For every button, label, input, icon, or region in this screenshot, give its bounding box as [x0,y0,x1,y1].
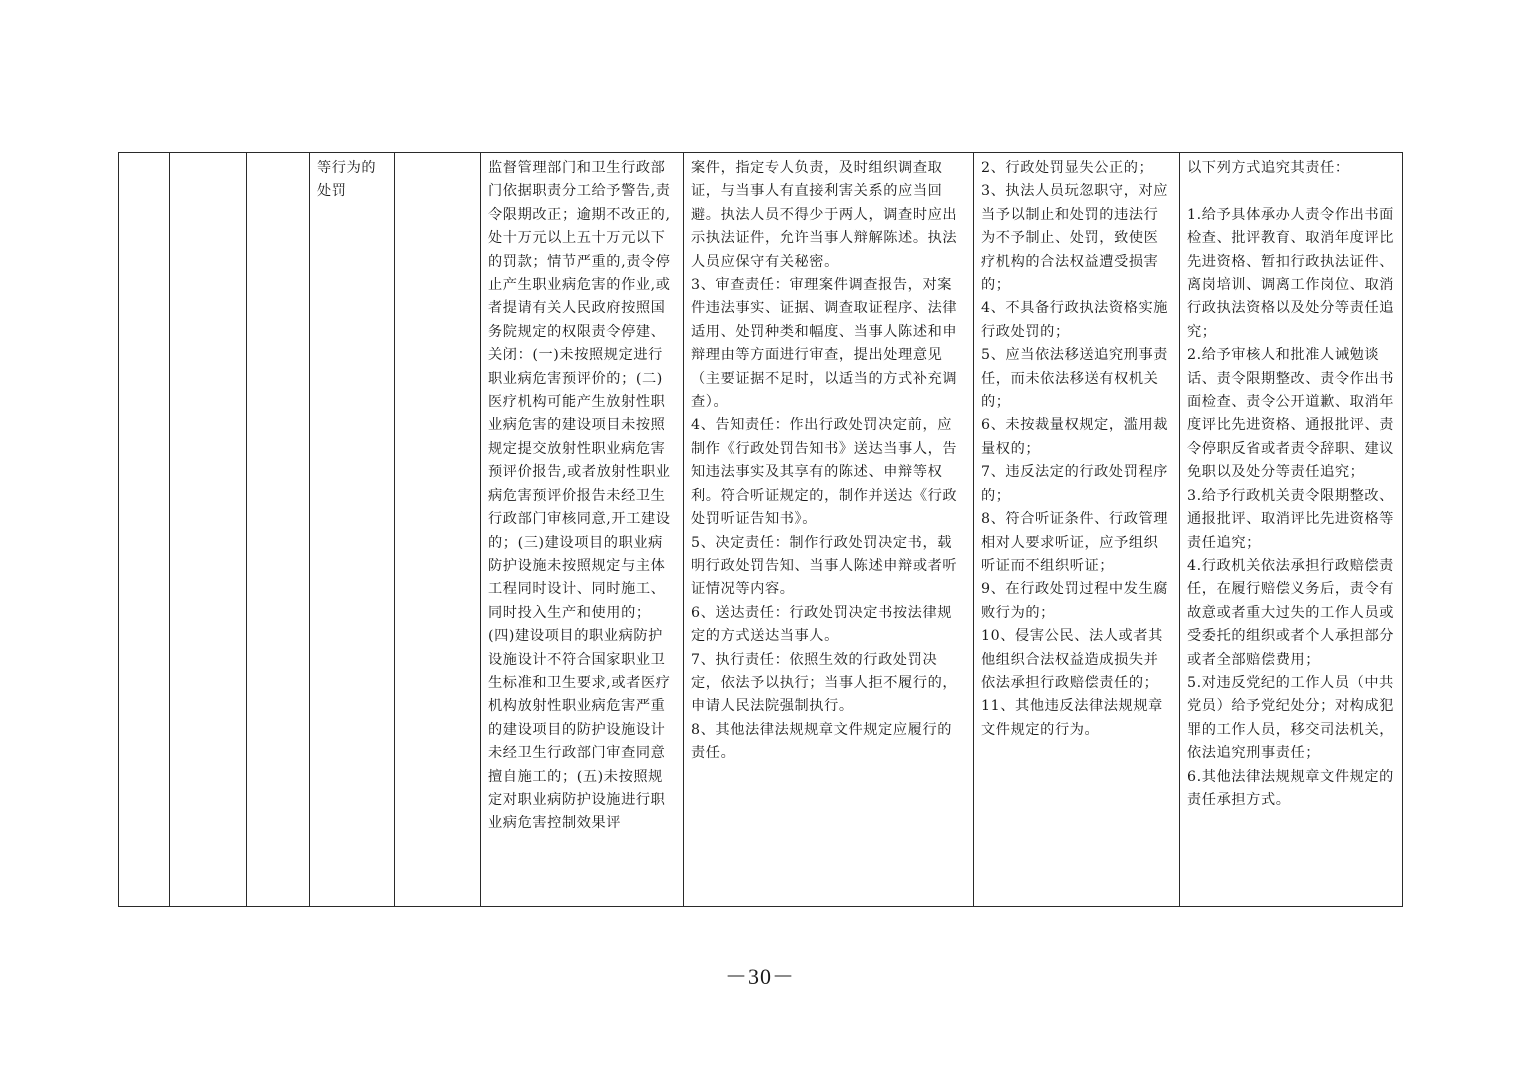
cell-index [119,153,170,907]
cell-code [247,153,310,907]
cell-responsibility: 案件，指定专人负责，及时组织调查取证，与当事人有直接利害关系的应当回避。执法人员不得少于两人，调查时应出示执法证件，允许当事人辩解陈述。执法人员应保守有关秘密。 3、审查责任：审理案件调查报告，对案件违法事实、证据、调查取证程序、法律适用、处罚种类和幅度、当事人陈述和申辩理由等方面进行审查，提出处理意见（主要证据不足时，以适当的方式补充调查）。 4、告知责任：作出行政处罚决定前，应制作《行政处罚告知书》送达当事人，告知违法事实及其享有的陈述、申辩等权利。符合听证规定的，制作并送达《行政处罚听证告知书》。 5、决定责任：制作行政处罚决定书，载明行政处罚告知、当事人陈述申辩或者听证情况等内容。 6、送达责任：行政处罚决定书按法律规定的方式送达当事人。 7、执行责任：依照生效的行政处罚决定，依法予以执行；当事人拒不履行的，申请人民法院强制执行。 8、其他法律法规规章文件规定应履行的责任。 [684,153,974,907]
responsibility-table [118,152,1403,907]
cell-accountability-situations: 2、行政处罚显失公正的； 3、执法人员玩忽职守，对应当予以制止和处罚的违法行为不予制止、处罚，致使医疗机构的合法权益遭受损害的； 4、不具备行政执法资格实施行政处罚的； 5、应当依法移送追究刑事责任，而未依法移送有权机关的； 6、未按裁量权规定，滥用裁量权的； 7、违反法定的行政处罚程序的； 8、符合听证条件、行政管理相对人要求听证，应予组织听证而不组织听证； 9、在行政处罚过程中发生腐败行为的； 10、侵害公民、法人或者其他组织合法权益造成损失并依法承担行政赔偿责任的； 11、其他违反法律法规规章文件规定的行为。 [974,153,1180,907]
cell-item-name: 等行为的 处罚 [310,153,395,907]
cell-category [170,153,247,907]
cell-legal-basis: 监督管理部门和卫生行政部门依据职责分工给予警告,责令限期改正；逾期不改正的,处十万元以上五十万元以下的罚款；情节严重的,责令停止产生职业病危害的作业,或者提请有关人民政府按照国务院规定的权限责令停建、关闭：(一)未按照规定进行职业病危害预评价的；(二)医疗机构可能产生放射性职业病危害的建设项目未按照规定提交放射性职业病危害预评价报告,或者放射性职业病危害预评价报告未经卫生行政部门审核同意,开工建设的；(三)建设项目的职业病防护设施未按照规定与主体工程同时设计、同时施工、同时投入生产和使用的；(四)建设项目的职业病防护设施设计不符合国家职业卫生标准和卫生要求,或者医疗机构放射性职业病危害严重的建设项目的防护设施设计未经卫生行政部门审查同意擅自施工的；(五)未按照规定对职业病防护设施进行职业病危害控制效果评 [481,153,684,907]
cell-accountability-methods: 以下列方式追究其责任： 1.给予具体承办人责令作出书面检查、批评教育、取消年度评比先进资格、暂扣行政执法证件、离岗培训、调离工作岗位、取消行政执法资格以及处分等责任追究； 2.给予审核人和批准人诫勉谈话、责令限期整改、责令作出书面检查、责令公开道歉、取消年度评比先进资格、通报批评、责令停职反省或者责令辞职、建议免职以及处分等责任追究； 3.给予行政机关责令限期整改、通报批评、取消评比先进资格等责任追究； 4.行政机关依法承担行政赔偿责任，在履行赔偿义务后，责令有故意或者重大过失的工作人员或受委托的组织或者个人承担部分或者全部赔偿费用； 5.对违反党纪的工作人员（中共党员）给予党纪处分；对构成犯罪的工作人员，移交司法机关，依法追究刑事责任； 6.其他法律法规规章文件规定的责任承担方式。 [1180,153,1403,907]
table-row [119,153,1403,907]
cell-subitem [395,153,481,907]
page-number: －30－ [724,964,795,989]
